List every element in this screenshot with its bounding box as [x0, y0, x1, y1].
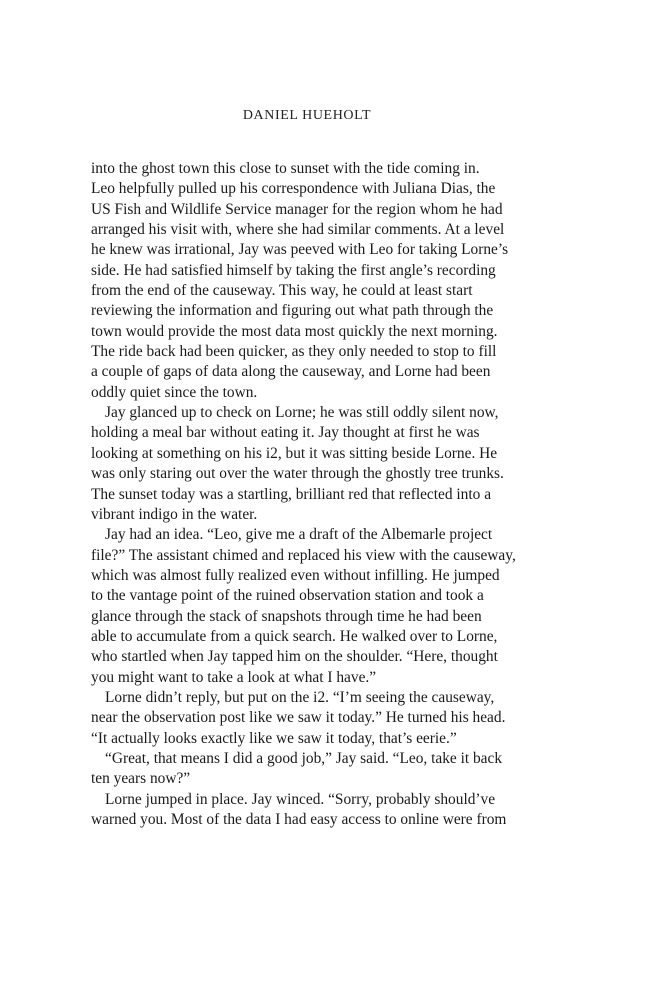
- body-text: [91, 159, 531, 830]
- text-line: oddly quiet since the town.: [91, 383, 258, 401]
- text-line: town would provide the most data most quickly the next morning.: [91, 322, 498, 340]
- text-line: was only staring out over the water through the ghostly tree trunks.: [91, 465, 504, 483]
- paragraph-first-line: Lorne jumped in place. Jay winced. “Sorry, probably should’ve: [105, 790, 496, 808]
- text-line: The sunset today was a startling, brilliant red that reflected into a: [91, 485, 492, 503]
- text-line: side. He had satisfied himself by taking the first angle’s recording: [91, 261, 496, 279]
- text-line: warned you. Most of the data I had easy access to online were from: [91, 811, 507, 828]
- paragraph-first-line: Lorne didn’t reply, but put on the i2. “I’m seeing the causeway,: [105, 688, 495, 706]
- text-line: Leo helpfully pulled up his correspondence with Juliana Dias, the: [91, 180, 496, 198]
- text-line: reviewing the information and figuring out what path through the: [91, 302, 494, 320]
- paragraph-first-line: “Great, that means I did a good job,” Jay said. “Leo, take it back: [105, 749, 503, 767]
- text-line: a couple of gaps of data along the causeway, and Lorne had been: [91, 363, 491, 381]
- text-line: ten years now?”: [91, 770, 191, 788]
- text-line: US Fish and Wildlife Service manager for the region whom he had: [91, 200, 503, 218]
- text-line: vibrant indigo in the water.: [91, 505, 258, 523]
- text-line: to the vantage point of the ruined observation station and took a: [91, 587, 484, 605]
- running-head-author: DANIEL HUEHOLT: [242, 108, 372, 123]
- text-line: he knew was irrational, Jay was peeved with Leo for taking Lorne’s: [91, 241, 509, 259]
- text-line: “It actually looks exactly like we saw it today, that’s eerie.”: [91, 729, 457, 747]
- text-line: file?” The assistant chimed and replaced his view with the causeway,: [91, 546, 516, 564]
- text-line: you might want to take a look at what I have.”: [91, 668, 377, 686]
- text-line: able to accumulate from a quick search. He walked over to Lorne,: [91, 627, 498, 645]
- text-line: glance through the stack of snapshots through time he had been: [91, 607, 482, 625]
- text-line: which was almost fully realized even without infilling. He jumped: [91, 566, 500, 584]
- paragraph-first-line: Jay had an idea. “Leo, give me a draft of the Albemarle project: [105, 526, 493, 544]
- text-line: from the end of the causeway. This way, he could at least start: [91, 282, 473, 300]
- paragraph-first-line: Jay glanced up to check on Lorne; he was still oddly silent now,: [105, 404, 499, 422]
- text-line: looking at something on his i2, but it was sitting beside Lorne. He: [91, 444, 498, 462]
- text-line: arranged his visit with, where she had similar comments. At a level: [91, 221, 505, 239]
- text-line: near the observation post like we saw it today.” He turned his head.: [91, 709, 506, 727]
- text-line: holding a meal bar without eating it. Jay thought at first he was: [91, 424, 480, 442]
- text-line: who startled when Jay tapped him on the shoulder. “Here, thought: [91, 648, 498, 666]
- text-line: into the ghost town this close to sunset with the tide coming in.: [91, 160, 480, 177]
- text-line: The ride back had been quicker, as they only needed to stop to fill: [91, 343, 497, 361]
